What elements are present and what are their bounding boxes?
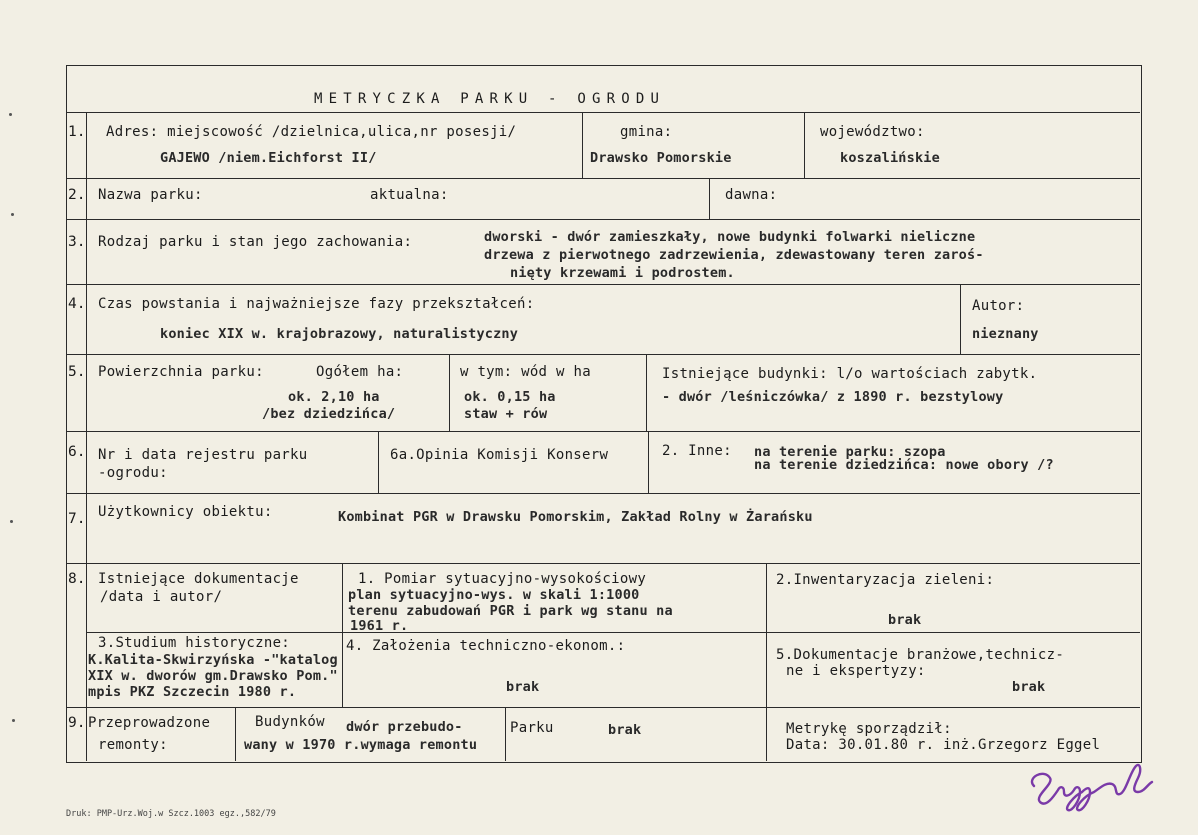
print-info: Druk: PMP-Urz.Woj.w Szcz.1003 egz.,582/79 (66, 809, 276, 819)
register-label-cont: -ogrodu: (98, 465, 168, 481)
current-name-label: aktualna: (370, 187, 449, 203)
park-type-label: Rodzaj parku i stan jego zachowania: (98, 234, 413, 250)
author-value: nieznany (972, 326, 1039, 342)
park-type-value-line: drzewa z pierwotnego zadrzewienia, zdewastowany teren zaroś- (484, 247, 984, 263)
divider (66, 354, 1140, 355)
section-number: 3. (68, 234, 86, 250)
section-number: 7. (68, 511, 86, 527)
divider (449, 354, 450, 431)
signature (1020, 752, 1170, 817)
section-number: 6. (68, 444, 86, 460)
area-label: Powierzchnia parku: (98, 364, 264, 380)
survey-value-line: plan sytuacyjno-wys. w skali 1:1000 (348, 587, 640, 603)
voivodeship-value: koszalińskie (840, 150, 940, 166)
paper-speck (10, 520, 13, 523)
tech-label: 4. Założenia techniczno-ekonom.: (346, 638, 626, 654)
address-label: Adres: miejscowość /dzielnica,ulica,nr posesji/ (106, 124, 517, 140)
divider (804, 112, 805, 178)
study-value-line: mpis PKZ Szczecin 1980 r. (88, 684, 297, 700)
divider (766, 563, 767, 707)
divider (66, 178, 1140, 179)
docs-label-cont: /data i autor/ (100, 589, 223, 605)
divider (709, 178, 710, 219)
users-value: Kombinat PGR w Drawsku Pomorskim, Zakład Rolny w Żarańsku (338, 509, 813, 525)
paper-speck (11, 213, 14, 216)
former-name-label: dawna: (725, 187, 778, 203)
divider (66, 493, 1140, 494)
divider (66, 112, 1140, 113)
users-label: Użytkownicy obiektu: (98, 504, 273, 520)
divider (582, 112, 583, 178)
divider (766, 632, 1140, 633)
branch-docs-value: brak (1012, 679, 1046, 695)
divider (66, 219, 1140, 220)
study-value-line: XIX w. dworów gm.Drawsko Pom." (88, 668, 338, 684)
divider (960, 284, 961, 354)
voivodeship-label: województwo: (820, 124, 925, 140)
tech-value: brak (506, 679, 540, 695)
prepared-by-label: Metrykę sporządził: (786, 721, 952, 737)
survey-value-line: terenu zabudowań PGR i park wg stanu na (348, 603, 673, 619)
branch-docs-label-cont: ne i ekspertyzy: (786, 663, 926, 679)
divider (342, 563, 343, 707)
divider (86, 112, 87, 761)
divider (378, 431, 379, 493)
divider (66, 284, 1140, 285)
survey-label: 1. Pomiar sytuacyjno-wysokościowy (358, 571, 647, 587)
form-title: METRYCZKA PARKU - OGRODU (314, 91, 666, 107)
park-repair-value: brak (608, 722, 642, 738)
water-area-label: w tym: wód w ha (460, 364, 591, 380)
section-number: 5. (68, 364, 86, 380)
author-label: Autor: (972, 298, 1025, 314)
water-area-note: staw + rów (464, 406, 548, 422)
park-type-value-line: dworski - dwór zamieszkały, nowe budynki folwarki nieliczne (484, 229, 976, 245)
section-number: 1. (68, 124, 86, 140)
total-area-note: /bez dziedzińca/ (262, 406, 396, 422)
divider (505, 707, 506, 761)
repairs-label: Przeprowadzone (88, 715, 211, 731)
study-value-line: K.Kalita-Skwirzyńska -"katalog (88, 652, 338, 668)
total-area-value: ok. 2,10 ha (288, 389, 380, 405)
branch-docs-label: 5.Dokumentacje branżowe,technicz- (776, 647, 1065, 663)
opinion-label: 6a.Opinia Komisji Konserw (390, 447, 609, 463)
other-label: 2. Inne: (662, 443, 732, 459)
section-number: 8. (68, 571, 86, 587)
divider (66, 431, 1140, 432)
gmina-label: gmina: (620, 124, 673, 140)
park-repair-label: Parku (510, 720, 554, 736)
park-name-label: Nazwa parku: (98, 187, 203, 203)
section-number: 4. (68, 296, 86, 312)
survey-value-line: 1961 r. (350, 618, 409, 634)
buildings-repair-value: dwór przebudo- (346, 719, 463, 735)
repairs-label-cont: remonty: (98, 737, 168, 753)
divider (66, 707, 1140, 708)
section-number: 2. (68, 187, 86, 203)
buildings-value: - dwór /leśniczówka/ z 1890 r. bezstylowy (662, 389, 1004, 405)
inventory-label: 2.Inwentaryzacja zieleni: (776, 572, 995, 588)
total-area-label: Ogółem ha: (316, 364, 404, 380)
buildings-repair-label: Budynków (255, 714, 325, 730)
docs-label: Istniejące dokumentacje (98, 571, 299, 587)
gmina-value: Drawsko Pomorskie (590, 150, 732, 166)
divider (646, 354, 647, 431)
divider (766, 707, 767, 761)
inventory-value: brak (888, 612, 922, 628)
divider (648, 431, 649, 493)
paper-speck (12, 719, 15, 722)
water-area-value: ok. 0,15 ha (464, 389, 556, 405)
address-value: GAJEWO /niem.Eichforst II/ (160, 150, 377, 166)
history-label: Czas powstania i najważniejsze fazy przekształceń: (98, 296, 535, 312)
prepared-by-value: Data: 30.01.80 r. inż.Grzegorz Eggel (786, 737, 1101, 753)
paper-speck (9, 113, 12, 116)
register-label: Nr i data rejestru parku (98, 447, 308, 463)
other-value: na terenie parku: szopa (754, 444, 946, 460)
divider (86, 632, 766, 633)
divider (66, 563, 1140, 564)
divider (235, 707, 236, 761)
park-type-value-line: nięty krzewami i podrostem. (510, 265, 735, 281)
other-value-cont: na terenie dziedzińca: nowe obory /? (754, 457, 1054, 473)
section-number: 9. (68, 715, 86, 731)
buildings-repair-value-cont: wany w 1970 r.wymaga remontu (244, 737, 478, 753)
history-value: koniec XIX w. krajobrazowy, naturalistyczny (160, 326, 519, 342)
study-label: 3.Studium historyczne: (98, 635, 291, 651)
buildings-label: Istniejące budynki: l/o wartościach zabytk. (662, 366, 1038, 382)
